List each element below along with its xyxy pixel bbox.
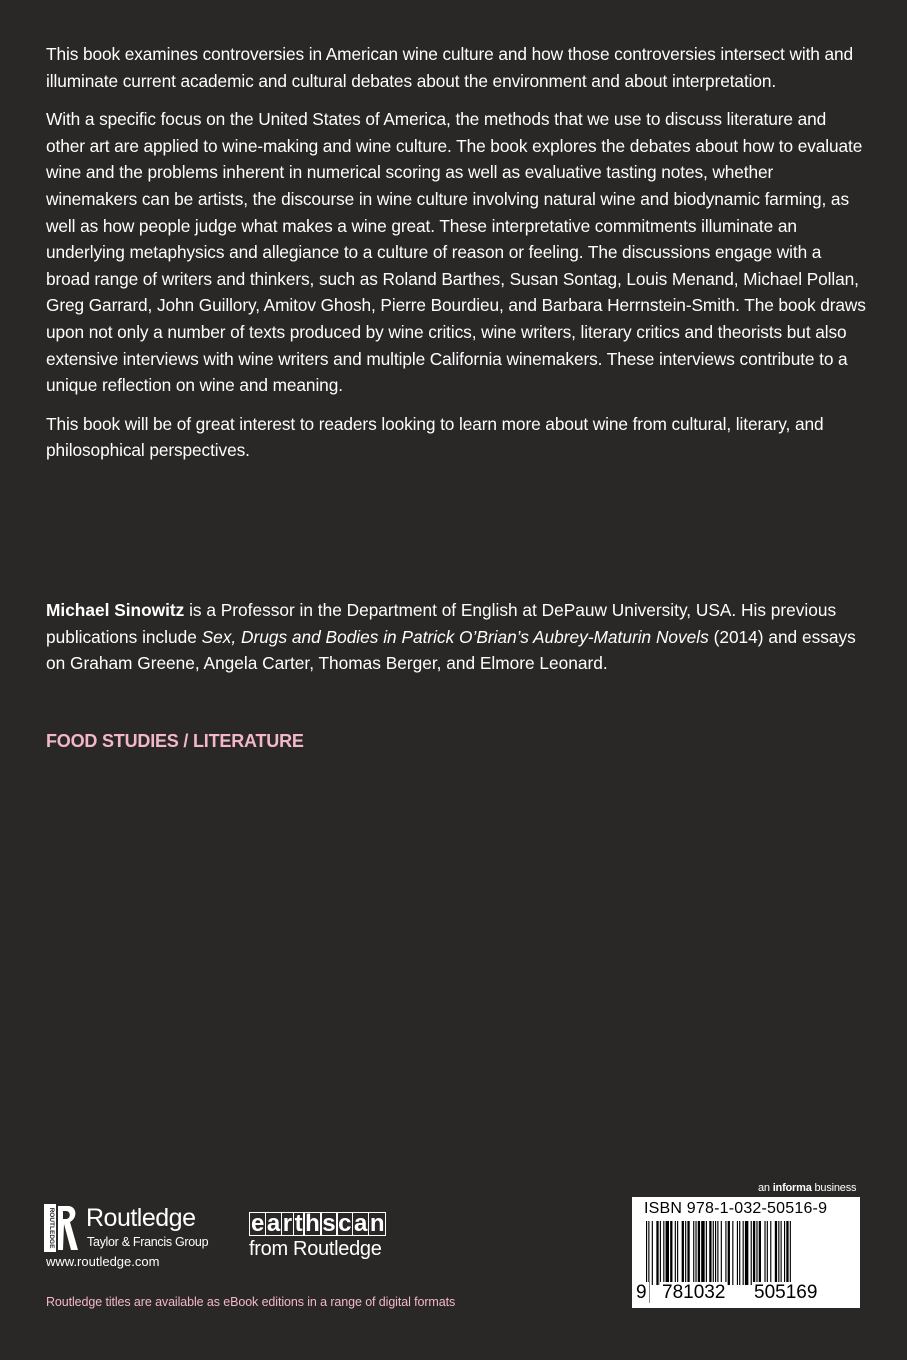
author-name: Michael Sinowitz <box>46 600 185 620</box>
earthscan-letter: a <box>266 1210 281 1237</box>
informa-suffix: business <box>811 1182 857 1194</box>
routledge-url: www.routledge.com <box>46 1254 160 1269</box>
taylor-francis-group: Taylor & Francis Group <box>87 1235 209 1249</box>
ebook-note: Routledge titles are available as eBook editions in a range of digital formats <box>46 1295 456 1309</box>
barcode-bar <box>706 1221 707 1285</box>
earthscan-letter: n <box>369 1210 385 1237</box>
barcode-bar <box>781 1221 782 1285</box>
barcode-digits <box>632 1282 860 1306</box>
informa-business-label <box>758 1182 856 1194</box>
routledge-vertical-label: ROUTLEDGE <box>48 1207 55 1249</box>
barcode-bar <box>753 1221 755 1285</box>
barcode-bar <box>656 1221 658 1285</box>
earthscan-letter: e <box>251 1210 265 1237</box>
barcode-bar <box>682 1221 684 1285</box>
barcode-bar <box>759 1221 761 1285</box>
barcode-bar <box>728 1221 730 1285</box>
earthscan-subtitle: from Routledge <box>249 1238 382 1260</box>
barcode-bar <box>775 1221 777 1285</box>
barcode-bar <box>713 1221 714 1285</box>
author-bio-text-b: (2014) and essays on Graham Greene, Angela Carter, Thomas Berger, and Elmore Leonard. <box>46 626 856 674</box>
barcode-bar <box>687 1221 689 1285</box>
barcode-bar <box>701 1221 704 1285</box>
book-description <box>46 41 866 476</box>
barcode-bar <box>786 1221 788 1285</box>
subject-category: FOOD STUDIES / LITERATURE <box>46 731 304 751</box>
routledge-name: Routledge <box>86 1204 196 1232</box>
barcode-bar <box>666 1221 669 1285</box>
barcode-bar <box>677 1221 678 1285</box>
barcode-bar <box>715 1221 716 1285</box>
barcode-bar <box>756 1221 757 1285</box>
description-paragraph-1: This book examines controversies in American wine culture and how those controversies intersect with and illuminate current academic and cultural debates about the environment and about interpretation. <box>46 44 854 91</box>
description-paragraph-3: This book will be of great interest to readers looking to learn more about wine from cultural, literary, and philosophical perspectives. <box>46 413 824 461</box>
author-bio <box>46 597 866 677</box>
barcode-bar <box>670 1221 672 1285</box>
barcode-bar <box>784 1221 785 1285</box>
barcode-bar <box>675 1221 676 1285</box>
description-paragraph-2: With a specific focus on the United States of America, the methods that we use to discuss literature and other art are applied to wine-making and wine culture. The book explores the debates about how to evaluate wine and the problems inherent in numerical scoring as well as evaluative tasting notes, whether winemakers can be artists, the discourse in wine culture involving natural wine and biodynamic farming, as well as how people judge what makes a wine great. These interpretative commitments illuminate an underlying metaphysics and allegiance to a culture of reason or feeling. The discussions engage with a broad range of writers and thinkers, such as Roland Barthes, Susan Sontag, Louis Menand, Michael Pollan, Greg Garrard, John Guillory, Amitov Ghosh, Pierre Bourdieu, and Barbara Herrnstein-Smith. The book draws upon not only a number of texts produced by wine critics, wine writers, literary critics and theorists but also extensive interviews with wine writers and multiple California winemakers. These interviews contribute to a unique reflection on wine and meaning. <box>46 109 866 396</box>
barcode-bar <box>685 1221 686 1285</box>
earthscan-letter: s <box>322 1210 336 1237</box>
barcode-bar <box>732 1221 733 1285</box>
earthscan-logo <box>249 1212 409 1264</box>
routledge-r-icon <box>44 1204 78 1252</box>
barcode-bar <box>745 1221 748 1285</box>
isbn-label: ISBN 978-1-032-50516-9 <box>644 1200 828 1217</box>
barcode-bar <box>767 1221 768 1285</box>
earthscan-wordmark <box>249 1212 385 1236</box>
barcode-bar <box>739 1221 740 1285</box>
barcode-bar <box>717 1221 718 1285</box>
barcode-bar <box>660 1221 661 1285</box>
informa-word: informa <box>772 1182 812 1194</box>
barcode-bar <box>751 1221 752 1285</box>
barcode-bar <box>790 1221 791 1285</box>
barcode-bar <box>737 1221 738 1285</box>
barcode-bar <box>663 1221 664 1285</box>
barcode-digit-group-2: 505169 <box>754 1282 818 1303</box>
previous-book-title: Sex, Drugs and Bodies in Patrick O’Brian’s Aubrey-Maturin Novels <box>201 626 709 647</box>
barcode-bar <box>695 1221 696 1285</box>
routledge-logo <box>44 1204 234 1252</box>
barcode-bar <box>698 1221 700 1285</box>
earthscan-letter: r <box>282 1210 293 1237</box>
earthscan-letter: t <box>294 1210 303 1237</box>
isbn-barcode <box>632 1197 860 1308</box>
author-bio-text-a: is a Professor in the Department of English at DePauw University, USA. His previous publications include <box>46 600 837 647</box>
barcode-bar <box>778 1221 779 1285</box>
earthscan-letter: a <box>353 1210 368 1237</box>
barcode-digit-group-1: 781032 <box>662 1282 726 1303</box>
earthscan-letter: c <box>338 1210 352 1237</box>
barcode-digit-first: 9 <box>636 1282 647 1303</box>
barcode-bar <box>743 1221 744 1285</box>
barcode-bar <box>693 1221 694 1285</box>
earthscan-letter: h <box>305 1210 320 1237</box>
informa-prefix: an <box>758 1182 773 1194</box>
barcode-bar <box>764 1221 765 1285</box>
barcode-bar <box>652 1221 653 1285</box>
barcode-bar <box>709 1221 711 1285</box>
barcode-bar <box>770 1221 771 1285</box>
